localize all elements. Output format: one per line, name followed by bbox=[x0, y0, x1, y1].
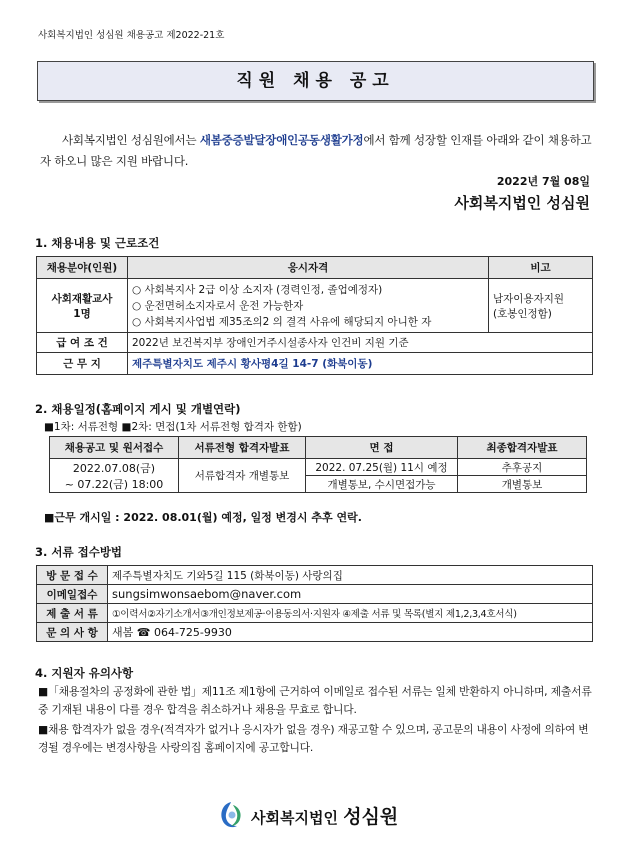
col-qualification: 응시자격 bbox=[128, 257, 489, 279]
email-value: sungsimwonsaebom@naver.com bbox=[108, 585, 593, 604]
application-period: 2022.07.08(금) ~ 07.22(금) 18:00 bbox=[50, 459, 179, 493]
field-cell: 사회재활교사 1명 bbox=[37, 279, 128, 333]
section3-heading: 3. 서류 접수방법 bbox=[35, 545, 123, 559]
final-notify: 개별통보 bbox=[458, 476, 587, 493]
email-label: 이메일접수 bbox=[37, 585, 108, 604]
qualification-cell: ○ 사회복지사 2급 이상 소지자 (경력인정, 졸업예정자) ○ 운전면허소지자로서 운전 가능한자 ○ 사회복지사업법 제35조의2 의 결격 사유에 해당되지 아니한 자 bbox=[128, 279, 489, 333]
section1-heading: 1. 채용내용 및 근로조건 bbox=[35, 236, 160, 250]
section4-heading: 4. 지원자 유의사항 bbox=[35, 666, 134, 680]
footer-logo bbox=[217, 800, 398, 830]
contact-label: 문 의 사 항 bbox=[37, 623, 108, 642]
salary-label: 급 여 조 건 bbox=[37, 333, 128, 353]
section2-heading: 2. 채용일정(홈페이지 게시 및 개별연락) bbox=[35, 402, 241, 416]
logo-org-type: 사회복지법인 bbox=[251, 808, 338, 827]
documents-label: 제 출 서 류 bbox=[37, 604, 108, 623]
doc-result-value: 서류합격자 개별통보 bbox=[179, 459, 306, 493]
documents-value: ①이력서②자기소개서③개인정보제공·이용동의서·지원자 ④제출 서류 및 목록(별지 제1,2,3,4호서식) bbox=[108, 604, 593, 623]
col-field: 채용분야(인원) bbox=[37, 257, 128, 279]
col-note: 비고 bbox=[489, 257, 593, 279]
work-label: 근 무 지 bbox=[37, 353, 128, 375]
notice-number: 사회복지법인 성심원 채용공고 제2022-21호 bbox=[38, 30, 225, 41]
facility-name: 새봄중증발달장애인공동생활가정 bbox=[199, 133, 364, 147]
visit-label: 방 문 접 수 bbox=[37, 566, 108, 585]
intro-paragraph: 사회복지법인 성심원에서는 새봄중증발달장애인공동생활가정에서 함께 성장할 인재를 아래와 같이 채용하고자 하오니 많은 지원 바랍니다. bbox=[40, 133, 592, 168]
page-title: 직원 채용 공고 bbox=[37, 61, 594, 101]
recruit-table bbox=[36, 256, 593, 375]
col-interview: 면 접 bbox=[306, 437, 458, 459]
contact-value: 새봄 ☎ 064-725-9930 bbox=[108, 623, 593, 642]
col-application: 채용공고 및 원서접수 bbox=[50, 437, 179, 459]
schedule-table bbox=[49, 436, 587, 493]
notice-paragraph-1: ■「채용절차의 공정화에 관한 법」제11조 제1항에 근거하여 이메일로 접수된 서류는 일체 반환하지 아니하며, 제출서류 중 기재된 내용이 다를 경우 합격을 취소하거나 채용을 무효로 합니다. bbox=[38, 685, 592, 716]
visit-value: 제주특별자치도 기와5길 115 (화북이동) 사랑의집 bbox=[108, 566, 593, 585]
start-date-note: ■근무 개시일 : 2022. 08.01(월) 예정, 일정 변경시 추후 연락. bbox=[44, 511, 362, 524]
final-announce: 추후공지 bbox=[458, 459, 587, 476]
note-cell: 남자이용자지원 (호봉인정함) bbox=[489, 279, 593, 333]
logo-org-name: 성심원 bbox=[343, 805, 399, 828]
col-final: 최종합격자발표 bbox=[458, 437, 587, 459]
salary-value: 2022년 보건복지부 장애인거주시설종사자 인건비 지원 기준 bbox=[128, 333, 593, 353]
work-value: 제주특별자치도 제주시 황사평4길 14-7 (화북이동) bbox=[128, 353, 593, 375]
interview-note: 개별통보, 수시면접가능 bbox=[306, 476, 458, 493]
submission-table bbox=[36, 565, 593, 642]
interview-date: 2022. 07.25(월) 11시 예정 bbox=[306, 459, 458, 476]
notice-paragraph-2: ■채용 합격자가 없을 경우(적격자가 없거나 응시자가 없을 경우) 재공고할 수 있으며, 공고문의 내용이 사정에 의하여 변경될 경우에는 변경사항을 사랑의집 홈페이지에 공고합니다. bbox=[38, 723, 589, 754]
col-doc-result: 서류전형 합격자발표 bbox=[179, 437, 306, 459]
org-name: 사회복지법인 성심원 bbox=[454, 194, 590, 212]
schedule-stages: ■1차: 서류전형 ■2차: 면접(1차 서류전형 합격자 한함) bbox=[44, 421, 302, 433]
announce-date: 2022년 7월 08일 bbox=[496, 175, 590, 188]
organization-logo-icon bbox=[217, 800, 245, 830]
